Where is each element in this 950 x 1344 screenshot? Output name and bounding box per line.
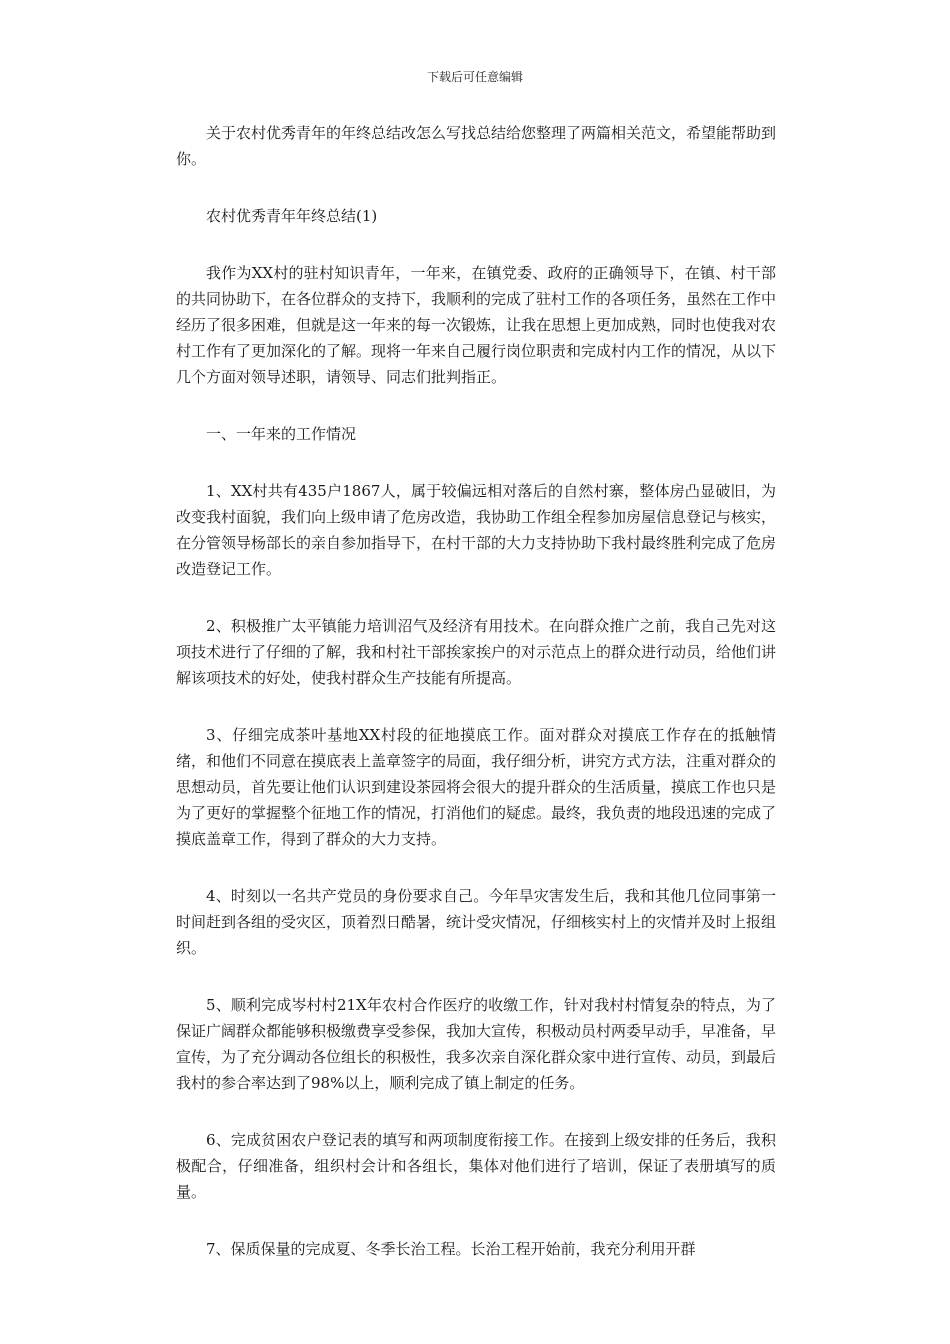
body-paragraph: 我作为XX村的驻村知识青年，一年来，在镇党委、政府的正确领导下，在镇、村干部的共同协助下，在各位群众的支持下，我顺利的完成了驻村工作的各项任务，虽然在工作中经历了很多困难，但就是这一年来的每一次锻炼，让我在思想上更加成熟，同时也使我对农村工作有了更加深化的了解。现将一年来自己履行岗位职责和完成村内工作的情况，从以下几个方面对领导述职，请领导、同志们批判指正。 (176, 264, 777, 386)
list-item-4: 4、时刻以一名共产党员的身份要求自己。今年旱灾害发生后，我和其他几位同事第一时间赶到各组的受灾区，顶着烈日酷暑，统计受灾情况，仔细核实村上的灾情并及时上报组织。 (176, 887, 777, 957)
list-item-7: 7、保质保量的完成夏、冬季长治工程。长治工程开始前，我充分利用开群 (206, 1240, 696, 1258)
document-body (176, 120, 776, 1293)
page-header: 下载后可任意编辑 (426, 70, 523, 84)
list-item-6: 6、完成贫困农户登记表的填写和两项制度衔接工作。在接到上级安排的任务后，我积极配合，仔细准备，组织村会计和各组长，集体对他们进行了培训，保证了表册填写的质量。 (176, 1131, 776, 1201)
list-item-2: 2、积极推广太平镇能力培训沼气及经济有用技术。在向群众推广之前，我自己先对这项技术进行了仔细的了解，我和村社干部挨家挨户的对示范点上的群众进行动员，给他们讲解该项技术的好处，使我村群众生产技能有所提高。 (176, 617, 777, 687)
section-title: 农村优秀青年年终总结(1) (206, 207, 378, 225)
list-item-3: 3、仔细完成茶叶基地XX村段的征地摸底工作。面对群众对摸底工作存在的抵触情绪，和他们不同意在摸底表上盖章签字的局面，我仔细分析，讲究方式方法，注重对群众的思想动员，首先要让他们认识到建设茶园将会很大的提升群众的生活质量，摸底工作也只是为了更好的掌握整个征地工作的情况，打消他们的疑虑。最终，我负责的地段迅速的完成了摸底盖章工作，得到了群众的大力支持。 (176, 726, 777, 848)
list-item-1: 1、XX村共有435户1867人，属于较偏远相对落后的自然村寨，整体房凸显破旧，为改变我村面貌，我们向上级申请了危房改造，我协助工作组全程参加房屋信息登记与核实，在分管领导杨部长的亲自参加指导下，在村干部的大力支持协助下我村最终胜利完成了危房改造登记工作。 (176, 482, 777, 578)
list-item-5: 5、顺利完成岑村村21X年农村合作医疗的收缴工作，针对我村村情复杂的特点，为了保证广阔群众都能够积极缴费享受参保，我加大宣传，积极动员村两委早动手，早准备，早宣传，为了充分调动各位组长的积极性，我多次亲自深化群众家中进行宣传、动员，到最后我村的参合率达到了98%以上，顺利完成了镇上制定的任务。 (176, 996, 777, 1092)
intro-paragraph: 关于农村优秀青年的年终总结改怎么写找总结给您整理了两篇相关范文，希望能帮助到你。 (176, 124, 777, 168)
subsection-heading: 一、一年来的工作情况 (206, 425, 357, 443)
